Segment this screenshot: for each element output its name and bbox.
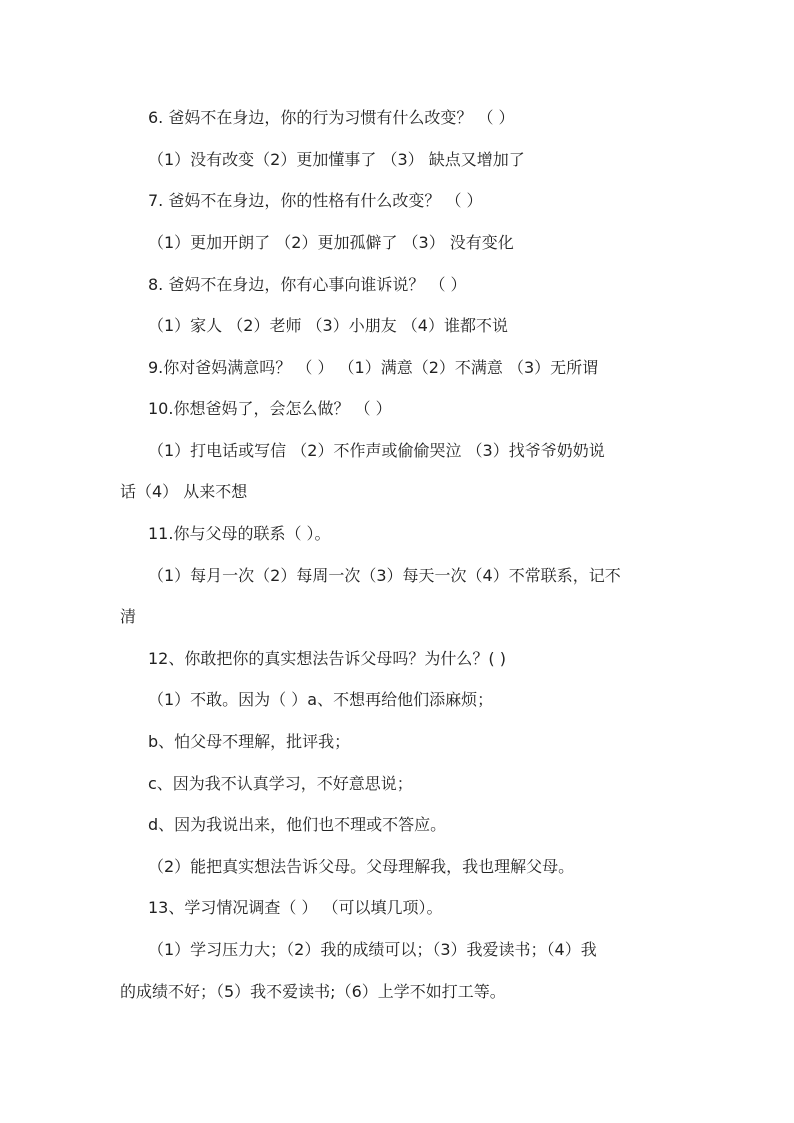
- question-11-options-cont: 清: [120, 607, 137, 626]
- question-11-options: （1）每月一次（2）每周一次（3）每天一次（4）不常联系，记不: [148, 566, 621, 585]
- question-7-options: （1）更加开朗了 （2）更加孤僻了 （3） 没有变化: [148, 233, 514, 252]
- question-12-reason-b: b、怕父母不理解，批评我；: [148, 732, 351, 751]
- question-12-reason-d: d、因为我说出来，他们也不理或不答应。: [148, 815, 447, 834]
- question-6-options: （1）没有改变（2）更加懂事了 （3） 缺点又增加了: [148, 150, 525, 169]
- question-12-option-2: （2）能把真实想法告诉父母。父母理解我，我也理解父母。: [148, 857, 575, 876]
- question-8: 8. 爸妈不在身边，你有心事向谁诉说？ （ ）: [148, 275, 467, 294]
- question-8-options: （1）家人 （2）老师 （3）小朋友 （4）谁都不说: [148, 316, 508, 335]
- question-11: 11.你与父母的联系（ ）。: [148, 524, 331, 543]
- question-10: 10.你想爸妈了，会怎么做？ （ ）: [148, 399, 392, 418]
- question-13-options-cont: 的成绩不好；（5）我不爱读书;（6）上学不如打工等。: [120, 982, 506, 1001]
- question-6: 6. 爸妈不在身边，你的行为习惯有什么改变？ （ ）: [148, 108, 515, 127]
- question-13: 13、学习情况调查（ ） （可以填几项）。: [148, 898, 443, 917]
- question-12-reason-c: c、因为我不认真学习，不好意思说；: [148, 774, 413, 793]
- question-12: 12、你敢把你的真实想法告诉父母吗？为什么？( ): [148, 649, 506, 668]
- question-13-options: （1）学习压力大；（2）我的成绩可以；（3）我爱读书；（4）我: [148, 940, 597, 959]
- question-9: 9.你对爸妈满意吗？ （ ） （1）满意（2）不满意 （3）无所谓: [148, 358, 599, 377]
- question-10-options: （1）打电话或写信 （2）不作声或偷偷哭泣 （3）找爷爷奶奶说: [148, 441, 605, 460]
- question-10-options-cont: 话（4） 从来不想: [120, 482, 248, 501]
- question-12-option-1: （1）不敢。因为（ ）a、不想再给他们添麻烦；: [148, 690, 494, 709]
- question-7: 7. 爸妈不在身边，你的性格有什么改变？ （ ）: [148, 191, 483, 210]
